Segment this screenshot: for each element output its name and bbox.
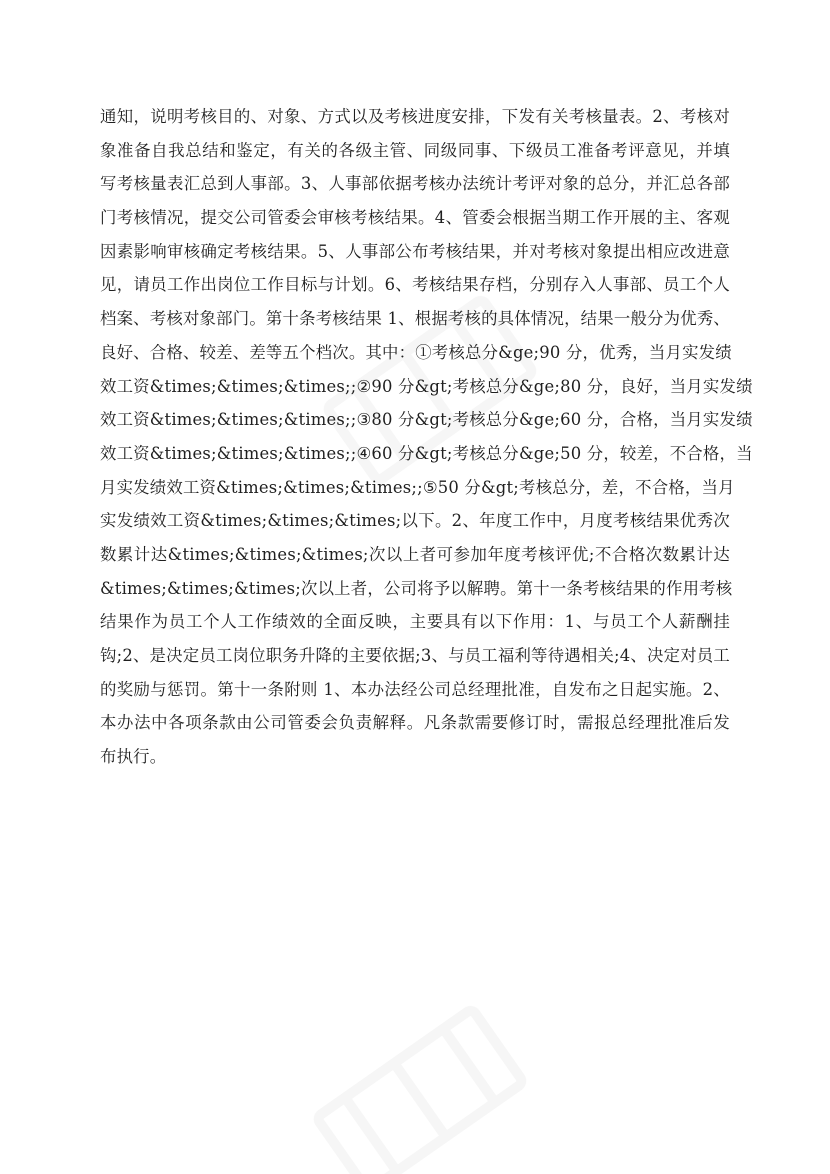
text-line: 象准备自我总结和鉴定，有关的各级主管、同级同事、下级员工准备考评意见，并填	[100, 140, 730, 160]
text-line: 效工资&times;&times;&times;;②90 分&gt;考核总分&ge;80 分，良好，当月实发绩	[100, 376, 753, 396]
text-line: 写考核量表汇总到人事部。3、人事部依据考核办法统计考评对象的总分，并汇总各部	[100, 174, 730, 194]
text-line: 钩;2、是决定员工岗位职务升降的主要依据;3、与员工福利等待遇相关;4、决定对员工	[100, 646, 730, 665]
text-line: 良好、合格、较差、差等五个档次。其中：①考核总分&ge;90 分，优秀，当月实发绩	[100, 342, 732, 362]
text-line: 的奖励与惩罚。第十一条附则 1、本办法经公司总经理批准，自发布之日起实施。2、	[100, 679, 730, 699]
text-line: 效工资&times;&times;&times;;④60 分&gt;考核总分&ge;50 分，较差，不合格，当	[100, 443, 753, 463]
text-line: 通知，说明考核目的、对象、方式以及考核进度安排，下发有关考核量表。2、考核对	[100, 107, 730, 126]
text-line: 本办法中各项条款由公司管委会负责解释。凡条款需要修订时，需报总经理批准后发	[100, 713, 730, 733]
text-line: 实发绩效工资&times;&times;&times;以下。2、年度工作中，月度考核结果优秀次	[100, 511, 730, 531]
text-line: 门考核情况，提交公司管委会审核考核结果。4、管委会根据当期工作开展的主、客观	[100, 208, 730, 228]
text-line: 档案、考核对象部门。第十条考核结果 1、根据考核的具体情况，结果一般分为优秀、	[100, 309, 730, 329]
text-line: &times;&times;&times;次以上者，公司将予以解聘。第十一条考核结果的作用考核	[100, 578, 733, 598]
text-line: 布执行。	[100, 747, 167, 767]
text-line: 数累计达&times;&times;&times;次以上者可参加年度考核评优;不合格次数累计达	[100, 544, 730, 564]
text-line: 因素影响审核确定考核结果。5、人事部公布考核结果，并对考核对象提出相应改进意	[100, 241, 730, 261]
text-line: 效工资&times;&times;&times;;③80 分&gt;考核总分&ge;60 分，合格，当月实发绩	[100, 410, 753, 430]
text-line: 见，请员工作出岗位工作目标与计划。6、考核结果存档，分别存入人事部、员工个人	[100, 275, 730, 295]
document-body	[100, 100, 753, 774]
text-line: 月实发绩效工资&times;&times;&times;;⑤50 分&gt;考核总分，差，不合格，当月	[100, 477, 735, 497]
text-line: 结果作为员工个人工作绩效的全面反映，主要具有以下作用：1、与员工个人薪酬挂	[100, 612, 730, 632]
